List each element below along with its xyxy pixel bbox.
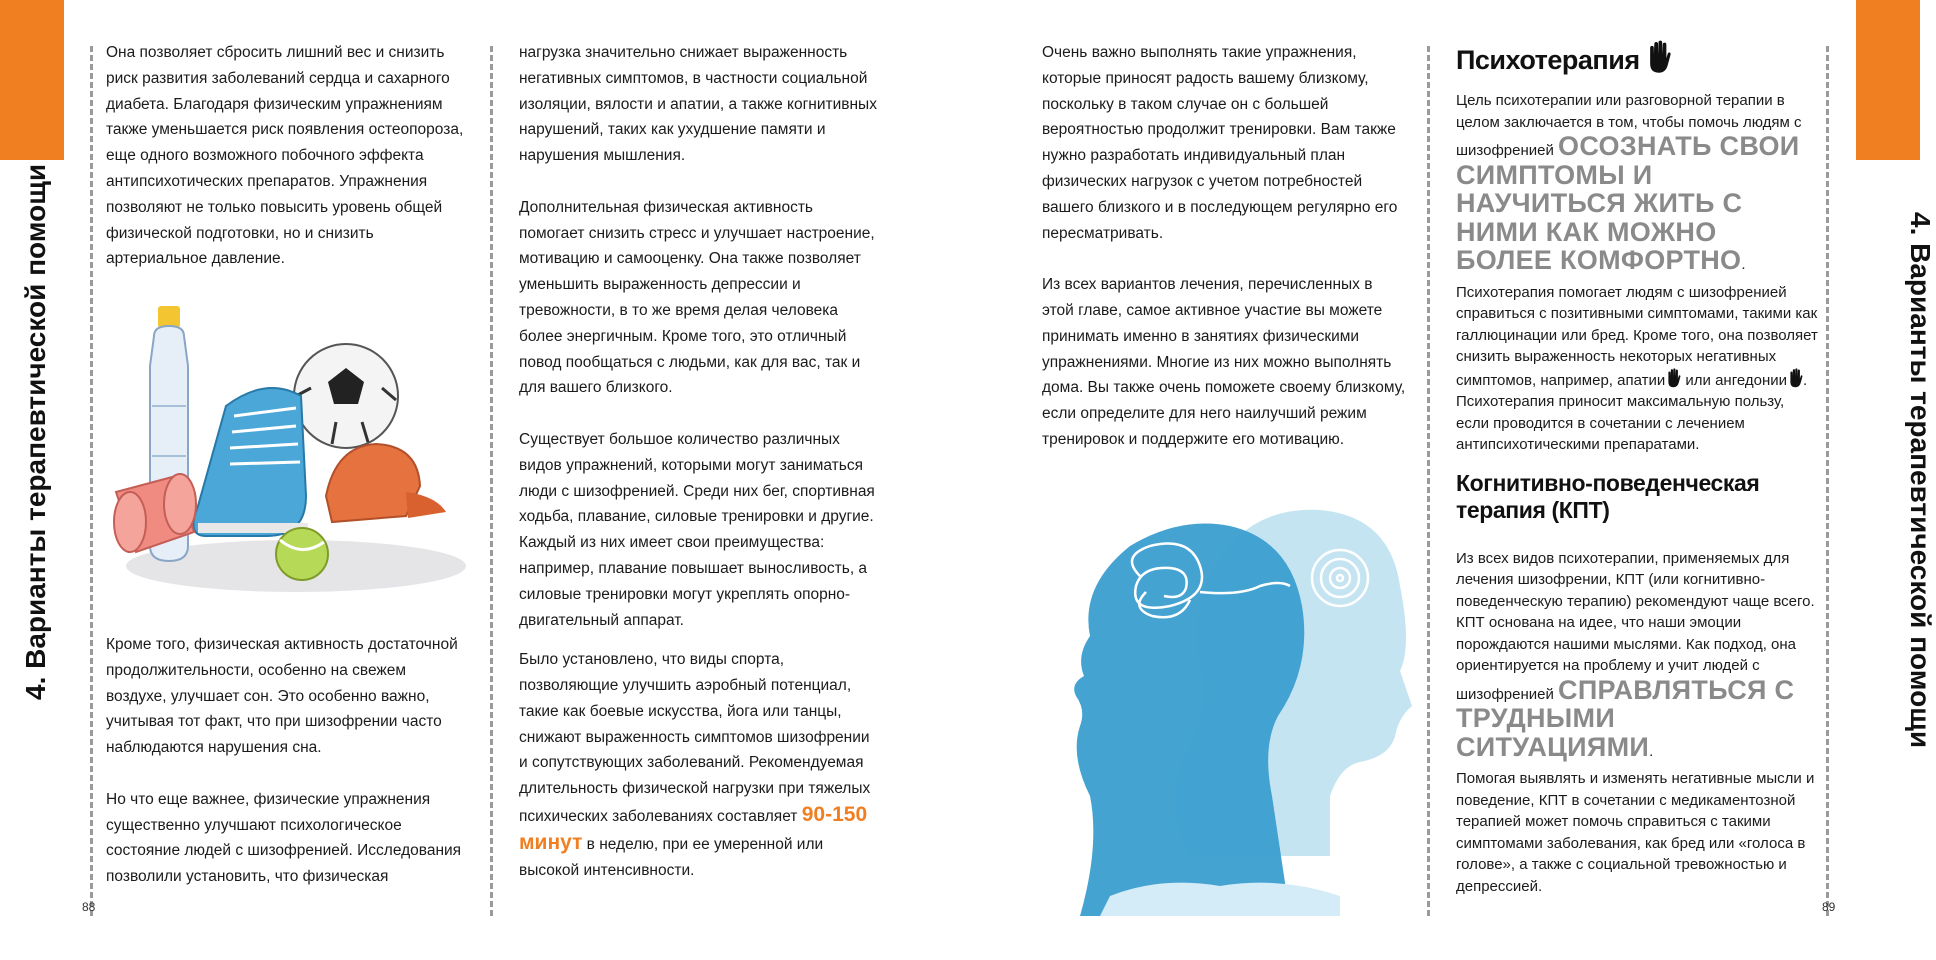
col2-paragraph-4 xyxy=(519,647,881,883)
page-number-left: 88 xyxy=(82,900,96,914)
heading-psychotherapy: Психотерапия xyxy=(1456,40,1818,76)
col2-paragraph-3: Существует большое количество различных видов упражнений, которыми могут заниматься люди с шизофренией. Среди них бег, спортивная ходьба, плавание, силовые тренировки и другие. Каждый из них имеет свои преимущества: например, плавание повышает выносливость, а силовые тренировки могут укреплять опорно-двигательный аппарат. xyxy=(519,430,875,629)
column-2 xyxy=(519,40,881,883)
hand-icon xyxy=(1644,40,1672,74)
column-4 xyxy=(1456,40,1818,903)
col1-paragraph-2: Кроме того, физическая активность достаточной продолжительности, особенно на свежем воздухе, улучшает сон. Это особенно важно, учитывая тот факт, что при шизофрении часто наблюдаются нарушения сна. xyxy=(106,636,458,757)
col2-paragraph-1: нагрузка значительно снижает выраженность негативных симптомов, в частности социальной изоляции, вялости и апатии, а также когнитивных нарушений, таких как ухудшение памяти и нарушения мышления. xyxy=(519,44,877,165)
col1-paragraph-1: Она позволяет сбросить лишний вес и снизить риск развития заболеваний сердца и сахарного диабета. Благодаря физическим упражнениям также уменьшается риск появления остеопороза, еще одного возможного побочного эффекта антипсихотических препаратов. Упражнения позволяют не только повысить уровень общей физической подготовки, но и снизить артериальное давление. xyxy=(106,44,464,268)
col4-paragraph-1 xyxy=(1456,90,1818,276)
col4-paragraph-2-mid: или ангедонии xyxy=(1685,371,1788,389)
column-1-lower xyxy=(106,632,464,890)
page-number-right: 89 xyxy=(1822,900,1836,914)
col4-paragraph-4: Помогая выявлять и изменять негативные мысли и поведение, КПТ в сочетании с медикаментозной терапией может помочь справиться с такими симптомами заболевания, как бред или «голоса в голове», а также с социальной тревожностью и депрессией. xyxy=(1456,770,1815,895)
hand-icon xyxy=(1665,368,1681,388)
col4-paragraph-2 xyxy=(1456,282,1818,456)
col4-paragraph-3-start: Из всех видов психотерапии, применяемых для лечения шизофрении, КПТ (или когнитивно-поведенческую терапию) рекомендуют чаще всего. КПТ основана на идее, что наши эмоции порождаются нашими мыслями. Как подход, она ориентируется на проблему и учит людей с шизофренией xyxy=(1456,549,1815,703)
col1-paragraph-3: Но что еще важнее, физические упражнения существенно улучшают психологическое состояние людей с шизофренией. Исследования позволили установить, что физическая xyxy=(106,790,462,886)
highlight-duration: 90-150 минут xyxy=(519,802,868,854)
side-chapter-title-right: 4. Варианты терапевтической помощи xyxy=(1905,212,1936,749)
col4-paragraph-3-end: . xyxy=(1649,742,1654,760)
dashed-divider-2 xyxy=(490,46,493,916)
dashed-divider-1 xyxy=(90,46,93,916)
side-chapter-title-left: 4. Варианты терапевтической помощи xyxy=(20,163,51,700)
orange-corner-tab-left xyxy=(0,0,64,160)
col3-paragraph-2: Из всех вариантов лечения, перечисленных в этой главе, самое активное участие вы можете принимать именно в занятиях физическими упражнениями. Многие из них можно выполнять дома. Вы также очень поможете своему близкому, если определите для него наилучший режим тренировок и поддержите его мотивацию. xyxy=(1042,276,1406,448)
hand-icon xyxy=(1787,368,1803,388)
sport-equipment-illustration xyxy=(106,296,476,606)
orange-corner-tab-right xyxy=(1856,0,1920,160)
col4-paragraph-2-end: . Психотерапия приносит максимальную пользу, если проводится в сочетании с лечением антипсихотическими препаратами. xyxy=(1456,371,1808,453)
col2-paragraph-2: Дополнительная физическая активность помогает снизить стресс и улучшает настроение, мотивацию и самооценку. Она также позволяет уменьшить выраженность депрессии и тревожности, в то же время делая человека более энергичным. Кроме того, это отличный повод пообщаться с людьми, как для вас, так и для вашего близкого. xyxy=(519,198,875,397)
dashed-divider-3 xyxy=(1427,46,1430,916)
col3-paragraph-1: Очень важно выполнять такие упражнения, которые приносят радость вашему близкому, поскольку в таком случае он с большей вероятностью продолжит тренировки. Вам также нужно разработать индивидуальный план физических нагрузок с учетом потребностей вашего близкого и в последующем регулярно его пересматривать. xyxy=(1042,44,1398,242)
col2-paragraph-4-start: Было установлено, что виды спорта, позволяющие улучшить аэробный потенциал, такие как боевые искусства, йога или танцы, снижают выраженность симптомов шизофрении и сопутствующих заболеваний. Рекомендуемая длительность физической нагрузки при тяжелых психических заболеваниях составляет xyxy=(519,651,871,825)
col4-paragraph-2-start: Психотерапия помогает людям с шизофренией справиться с позитивными симптомами, такими как галлюцинации или бред. Кроме того, она позволяет снизить выраженность некоторых негативных симптомов, например, апатии xyxy=(1456,283,1818,389)
column-1 xyxy=(106,40,464,298)
highlight-awareness: ОСОЗНАТЬ СВОИ СИМПТОМЫ И НАУЧИТЬСЯ ЖИТЬ С НИМИ КАК МОЖНО БОЛЕЕ КОМФОРТНО xyxy=(1456,131,1800,275)
col4-paragraph-1-end: . xyxy=(1741,256,1746,273)
col4-paragraph-1-start: Цель психотерапии или разговорной терапии в целом заключается в том, чтобы помочь людям с шизофренией xyxy=(1456,92,1802,159)
column-3 xyxy=(1042,40,1407,453)
col4-paragraph-3 xyxy=(1456,548,1818,763)
dashed-divider-4 xyxy=(1826,46,1829,916)
two-heads-illustration xyxy=(1040,496,1420,916)
heading-cbt: Когнитивно-поведенческая терапия (КПТ) xyxy=(1456,469,1760,523)
highlight-coping: СПРАВЛЯТЬСЯ С ТРУДНЫМИ СИТУАЦИЯМИ xyxy=(1456,674,1795,762)
col2-paragraph-4-end: в неделю, при ее умеренной или высокой интенсивности. xyxy=(519,835,824,879)
